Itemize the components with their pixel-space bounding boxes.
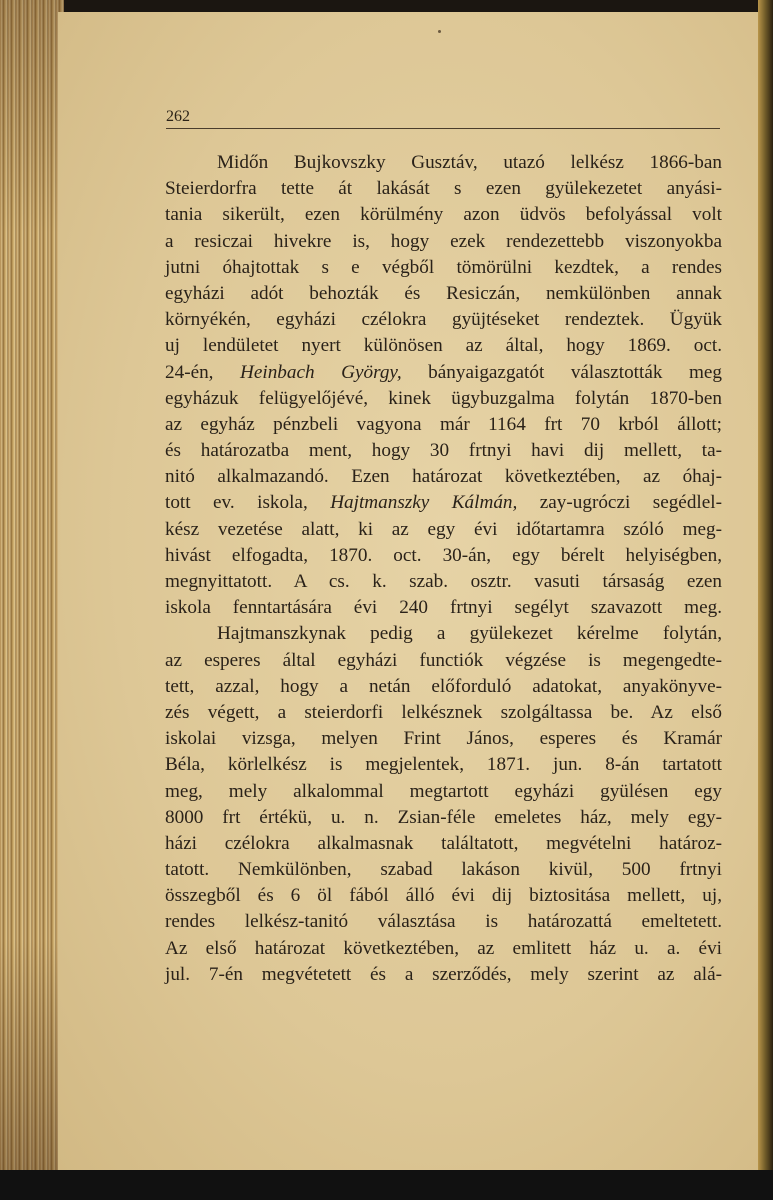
text-line: és határozatba ment, hogy 30 frtnyi havi dij mellett, ta- — [165, 440, 722, 462]
scan-top-border — [0, 0, 773, 12]
text-line: iskolai vizsga, melyen Frint János, esperes és Kramár — [165, 728, 722, 750]
text-line: jul. 7-én megvétetett és a szerződés, mely szerint az alá- — [165, 963, 722, 985]
text-line: tatott. Nemkülönben, szabad lakáson kivül, 500 frtnyi — [165, 859, 722, 881]
text-line: környékén, egyházi czélokra gyüjtéseket rendeztek. Ügyük — [165, 309, 722, 331]
header-rule — [166, 128, 720, 129]
text-line: Az első határozat következtében, az emlitett ház u. a. évi — [165, 937, 722, 959]
text-line: meg, mely alkalommal megtartott egyházi gyülésen egy — [165, 780, 722, 802]
text-line: Hajtmanszkynak pedig a gyülekezet kérelme folytán, — [217, 623, 722, 645]
text-line: kész vezetése alatt, ki az egy évi időtartamra szóló meg- — [165, 518, 722, 540]
text-line: iskola fenntartására évi 240 frtnyi segélyt szavazott meg. — [165, 597, 722, 619]
text-line: megnyittatott. A cs. k. szab. osztr. vasuti társaság ezen — [165, 571, 722, 592]
line-segment: bányaigazgatót választották meg — [401, 361, 722, 383]
text-line: összegből és 6 öl fából álló évi dij biztositása mellett, uj, — [165, 885, 722, 907]
speck — [438, 30, 441, 33]
text-line: házi czélokra alkalmasnak találtatott, megvételni határoz- — [165, 832, 722, 854]
text-line: tania sikerült, ezen körülmény azon üdvös befolyással volt — [165, 204, 722, 226]
text-line: Steierdorfra tette át lakását s ezen gyülekezetet anyási- — [165, 178, 722, 200]
line-segment: 24-én, — [165, 361, 240, 383]
text-line: zés végett, a steierdorfi lelkésznek szolgáltassa be. Az első — [165, 701, 722, 723]
line-segment: tott ev. iskola, — [165, 492, 331, 514]
text-line: hivást elfogadta, 1870. oct. 30-án, egy bérelt helyiségben, — [165, 544, 722, 566]
text-line — [165, 490, 722, 516]
text-line: az esperes által egyházi functiók végzése is megengedte- — [165, 649, 722, 671]
text-line: 8000 frt értékü, u. n. Zsian-féle emeletes ház, mely egy- — [165, 806, 722, 828]
text-line: egyházi adót behozták és Resiczán, nemkülönben annak — [165, 282, 722, 304]
page-number: 262 — [166, 108, 190, 125]
text-line: nitó alkalmazandó. Ezen határozat következtében, az óhaj- — [165, 466, 722, 488]
text-line: uj lendületet nyert különösen az által, hogy 1869. oct. — [165, 335, 722, 357]
text-line: tett, azzal, hogy a netán előforduló adatokat, anyakönyve- — [165, 675, 722, 697]
text-line: egyházuk felügyelőjévé, kinek ügybuzgalma folytán 1870-ben — [165, 387, 722, 409]
body-text — [165, 150, 722, 988]
text-line — [165, 360, 722, 386]
binding-edge — [758, 0, 773, 1172]
text-line: Midőn Bujkovszky Gusztáv, utazó lelkész 1866-ban — [217, 152, 722, 173]
text-line: jutni óhajtottak s e végből tömörülni kezdtek, a rendes — [165, 256, 722, 278]
italic-name: Hajtmanszky Kálmán, — [330, 492, 518, 514]
text-line: az egyház pénzbeli vagyona már 1164 frt 70 krból állott; — [165, 413, 722, 435]
page-stack-edges — [0, 0, 64, 1172]
text-line: Béla, körlelkész is megjelentek, 1871. jun. 8-án tartatott — [165, 754, 722, 776]
scan-bottom-border — [0, 1170, 773, 1200]
text-line: a resiczai hivekre is, hogy ezek rendezettebb viszonyokba — [165, 230, 722, 252]
italic-name: Heinbach György, — [240, 361, 402, 383]
line-segment: zay-ugróczi segédlel- — [517, 492, 722, 514]
text-line: rendes lelkész-tanitó választása is határozattá emeltetett. — [165, 911, 722, 933]
